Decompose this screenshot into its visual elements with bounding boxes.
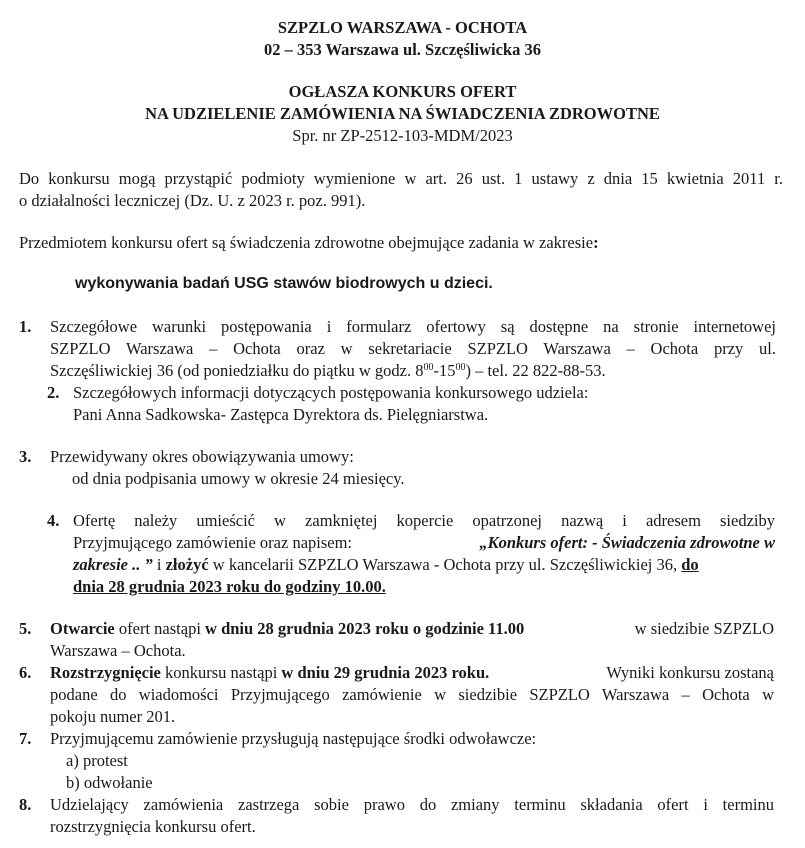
item-4-location: w kancelarii SZPZLO Warszawa - Ochota przy ul. Szczęśliwickiej 36, bbox=[208, 555, 682, 574]
item-1-line-1: Szczegółowe warunki postępowania i formularz ofertowy są dostępne na stronie internetowej bbox=[50, 317, 776, 336]
item-4-deadline-start: do bbox=[681, 555, 699, 574]
item-6-results: Wyniki konkursu zostaną bbox=[606, 663, 774, 682]
item-4-line-1: Ofertę należy umieścić w zamkniętej kopercie opatrzonej nazwą i adresem siedziby bbox=[73, 511, 775, 530]
item-1-hours-text: Szczęśliwickiej 36 (od poniedziałku do piątku w godz. 8 bbox=[50, 361, 424, 380]
reference-number: Spr. nr ZP-2512-103-MDM/2023 bbox=[292, 126, 513, 145]
item-8-line-1: Udzielający zamówienia zastrzega sobie prawo do zmiany terminu składania ofert i terminu bbox=[50, 795, 774, 814]
item-6-line-3: pokoju numer 201. bbox=[50, 707, 176, 726]
item-4-envelope-label-end: zakresie .. ” bbox=[73, 555, 153, 574]
item-7-number: 7. bbox=[19, 729, 32, 748]
item-2-line-2: Pani Anna Sadkowska- Zastępca Dyrektora ds. Pielęgniarstwa. bbox=[73, 405, 489, 424]
item-5-text: ofert nastąpi bbox=[114, 619, 206, 638]
item-1-line-2: SZPZLO Warszawa – Ochota oraz w sekretariacie SZPZLO Warszawa – Ochota przy ul. bbox=[50, 339, 776, 358]
title-line-1: OGŁASZA KONKURS OFERT bbox=[288, 82, 517, 101]
item-4-line-2 bbox=[73, 532, 775, 554]
item-4-line-3 bbox=[73, 554, 699, 576]
item-3-line-1: Przewidywany okres obowiązywania umowy: bbox=[50, 447, 354, 466]
item-1-num: 1. bbox=[19, 317, 32, 336]
item-1-hours-mid: -15 bbox=[433, 361, 456, 380]
item-2-number: 2. bbox=[47, 383, 60, 402]
item-6-text: konkursu nastąpi bbox=[160, 663, 282, 682]
item-4-submit: złożyć bbox=[165, 555, 209, 574]
item-7-protest: a) protest bbox=[66, 751, 128, 770]
item-7-line-1: Przyjmującemu zamówienie przysługują następujące środki odwoławcze: bbox=[50, 729, 537, 748]
item-8-line-2: rozstrzygnięcia konkursu ofert. bbox=[50, 817, 256, 836]
item-6-line-1 bbox=[50, 662, 774, 684]
item-4-envelope-label: „Konkurs ofert: - Świadczenia zdrowotne w bbox=[479, 533, 775, 552]
scope-of-services: wykonywania badań USG stawów biodrowych u dzieci. bbox=[75, 275, 493, 292]
intro-line-1: Do konkursu mogą przystąpić podmioty wymienione w art. 26 ust. 1 ustawy z dnia 15 kwietnia 2011 r. bbox=[19, 169, 783, 188]
item-5-opening: Otwarcie bbox=[50, 619, 115, 638]
item-6-resolution: Rozstrzygnięcie bbox=[50, 663, 161, 682]
org-address: 02 – 353 Warszawa ul. Szczęśliwicka 36 bbox=[264, 40, 541, 59]
subject-colon: : bbox=[593, 233, 599, 252]
item-1-sup-2: 00 bbox=[455, 362, 466, 373]
item-2-line-1: Szczegółowych informacji dotyczących postępowania konkursowego udziela: bbox=[73, 383, 589, 402]
item-6-date: w dniu 29 grudnia 2023 roku. bbox=[281, 663, 490, 682]
item-3-line-2: od dnia podpisania umowy w okresie 24 miesięcy. bbox=[72, 469, 405, 488]
item-1-line-3 bbox=[50, 360, 606, 382]
item-8-number: 8. bbox=[19, 795, 32, 814]
item-1-number bbox=[19, 316, 31, 338]
item-5-line-2: Warszawa – Ochota. bbox=[50, 641, 186, 660]
item-7-appeal: b) odwołanie bbox=[66, 773, 153, 792]
item-5-date: w dniu 28 grudnia 2023 roku o godzinie 11.00 bbox=[205, 619, 525, 638]
item-5-number: 5. bbox=[19, 619, 32, 638]
subject-label: Przedmiotem konkursu ofert są świadczenia zdrowotne obejmujące zadania w zakresie bbox=[19, 233, 594, 252]
intro-line-2: o działalności leczniczej (Dz. U. z 2023 r. poz. 991). bbox=[19, 191, 366, 210]
title-line-2: NA UDZIELENIE ZAMÓWIENIA NA ŚWIADCZENIA ZDROWOTNE bbox=[145, 104, 660, 123]
subject-text bbox=[19, 232, 599, 254]
item-4-number: 4. bbox=[47, 511, 60, 530]
item-3-number: 3. bbox=[19, 447, 32, 466]
org-name: SZPZLO WARSZAWA - OCHOTA bbox=[277, 18, 528, 37]
item-6-number: 6. bbox=[19, 663, 32, 682]
item-4-and: i bbox=[152, 555, 166, 574]
item-5-line-1 bbox=[50, 618, 774, 640]
item-4-deadline: dnia 28 grudnia 2023 roku do godziny 10.00. bbox=[73, 577, 386, 596]
item-4-text: Przyjmującego zamówienie oraz napisem: bbox=[73, 533, 353, 552]
item-1-phone: ) – tel. 22 822-88-53. bbox=[465, 361, 606, 380]
item-1-sup-1: 00 bbox=[423, 362, 434, 373]
item-5-place: w siedzibie SZPZLO bbox=[634, 619, 774, 638]
item-6-line-2: podane do wiadomości Przyjmującego zamówienie w siedzibie SZPZLO Warszawa – Ochota w bbox=[50, 685, 774, 704]
